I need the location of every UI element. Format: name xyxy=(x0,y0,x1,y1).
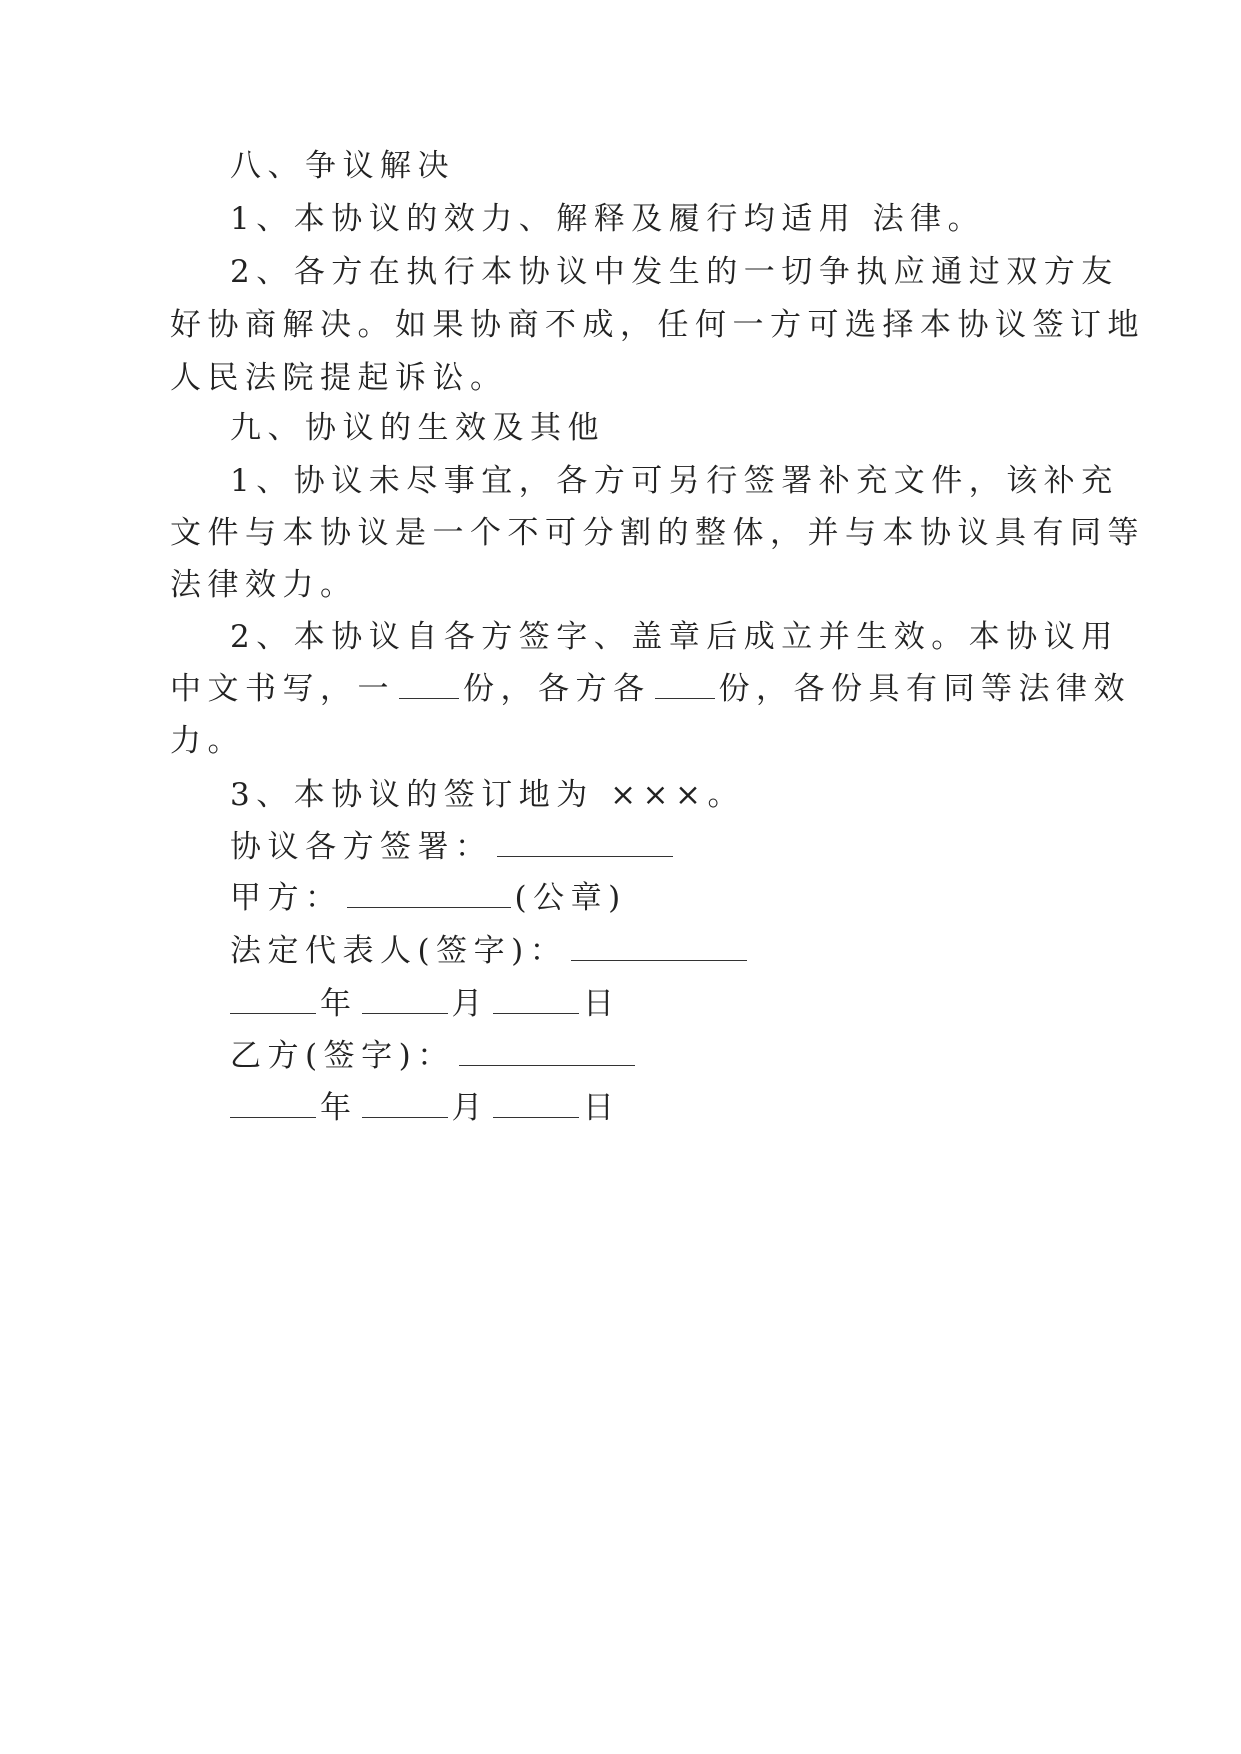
party-a-seal-label: (公章) xyxy=(514,880,627,916)
section-8-item-2-line-2: 好协商解决。如果协商不成，任何一方可选择本协议签订地 xyxy=(170,307,1145,343)
copies-text-c: 份，各份具有同等法律效 xyxy=(718,671,1131,707)
party-b-label: 乙方(签字)： xyxy=(230,1038,455,1074)
year-label-1: 年 xyxy=(320,986,358,1022)
legal-rep-blank[interactable] xyxy=(571,934,747,961)
parties-signature-label: 协议各方签署： xyxy=(230,829,493,865)
section-9-item-2-line-1: 2、本协议自各方签字、盖章后成立并生效。本协议用 xyxy=(230,619,1119,655)
copies-text-b: 份，各方各 xyxy=(463,671,651,707)
legal-rep-line xyxy=(230,931,751,971)
section-9-item-2-line-2 xyxy=(170,669,1131,709)
day-label-2: 日 xyxy=(583,1090,621,1126)
month-label-1: 月 xyxy=(451,986,489,1022)
section-9-item-1-line-3: 法律效力。 xyxy=(170,567,358,603)
parties-signature-blank[interactable] xyxy=(497,830,673,857)
each-party-copies-blank[interactable] xyxy=(655,672,715,699)
parties-signature-line xyxy=(230,827,677,867)
section-9-item-2-line-3: 力。 xyxy=(170,723,245,759)
month-blank-2[interactable] xyxy=(362,1091,448,1118)
party-a-label: 甲方： xyxy=(230,880,343,916)
month-blank-1[interactable] xyxy=(362,987,448,1014)
legal-rep-label: 法定代表人(签字)： xyxy=(230,933,568,969)
month-label-2: 月 xyxy=(451,1090,489,1126)
section-9-heading: 九、协议的生效及其他 xyxy=(230,410,605,446)
date-line-2 xyxy=(230,1088,621,1128)
party-b-blank[interactable] xyxy=(459,1039,635,1066)
party-a-line xyxy=(230,878,627,918)
total-copies-blank[interactable] xyxy=(399,672,459,699)
year-blank-2[interactable] xyxy=(230,1091,316,1118)
section-9-item-1-line-1: 1、协议未尽事宜，各方可另行签署补充文件，该补充 xyxy=(230,463,1119,499)
party-b-line xyxy=(230,1036,639,1076)
day-label-1: 日 xyxy=(583,986,621,1022)
section-8-heading: 八、争议解决 xyxy=(230,148,455,184)
section-9-item-3: 3、本协议的签订地为 ×××。 xyxy=(230,777,745,813)
year-label-2: 年 xyxy=(320,1090,358,1126)
copies-text-a: 中文书写，一 xyxy=(170,671,395,707)
day-blank-1[interactable] xyxy=(493,987,579,1014)
section-8-item-1: 1、本协议的效力、解释及履行均适用 法律。 xyxy=(230,201,986,237)
section-8-item-2-line-1: 2、各方在执行本协议中发生的一切争执应通过双方友 xyxy=(230,254,1119,290)
day-blank-2[interactable] xyxy=(493,1091,579,1118)
date-line-1 xyxy=(230,984,621,1024)
party-a-blank[interactable] xyxy=(347,881,511,908)
section-8-item-2-line-3: 人民法院提起诉讼。 xyxy=(170,360,508,396)
section-9-item-1-line-2: 文件与本协议是一个不可分割的整体，并与本协议具有同等 xyxy=(170,515,1145,551)
year-blank-1[interactable] xyxy=(230,987,316,1014)
